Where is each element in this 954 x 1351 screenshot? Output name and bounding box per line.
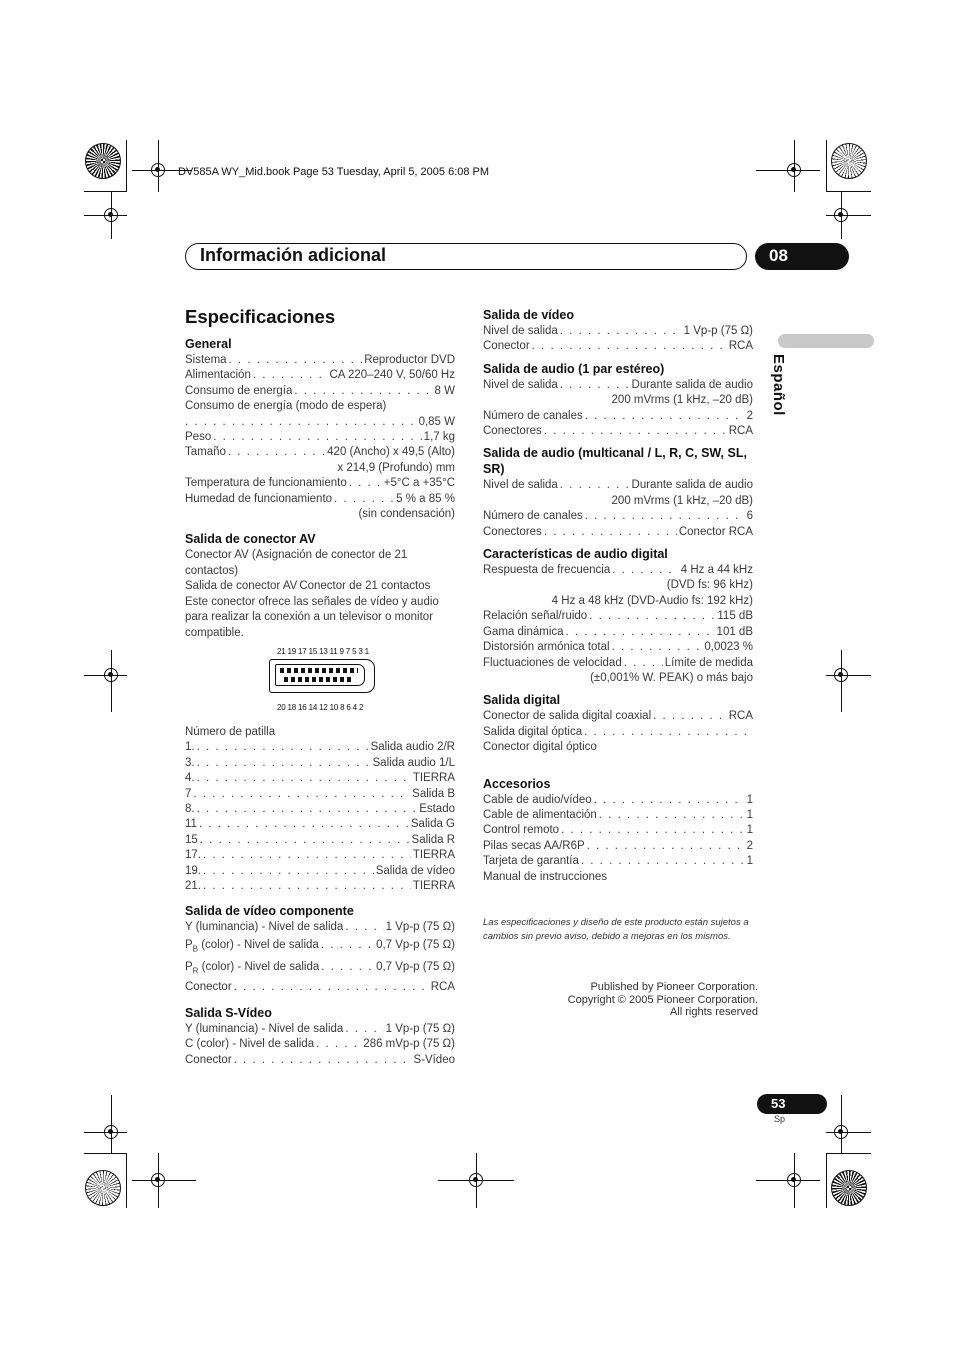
digital-out-heading: Salida digital — [483, 693, 561, 708]
video-heading: Salida de vídeo — [483, 308, 575, 322]
spec-row: Nivel de salida . . . Durante salida de audio — [483, 378, 753, 393]
spec-row: Y (luminancia) - Nivel de salida . . . 1 Vp-p (75 Ω) — [185, 1022, 455, 1037]
spec-row: (±0,001% W. PEAK) o más bajo — [590, 671, 753, 684]
chapter-bar — [185, 243, 747, 270]
spec-text: Manual de instrucciones — [483, 870, 608, 883]
pin-row: 1. . . . Salida audio 2/R — [185, 740, 455, 755]
spec-text: Consumo de energía (modo de espera) — [185, 400, 387, 413]
language-tab — [778, 334, 874, 348]
spec-row: Conectores . . . RCA — [483, 424, 753, 439]
pin-row: 19. . . . Salida de vídeo — [185, 864, 455, 879]
chapter-title: Información adicional — [200, 245, 387, 265]
pin-numbers-bottom: 20 18 16 14 12 10 8 6 4 2 — [277, 702, 364, 712]
spec-row: Y (luminancia) - Nivel de salida . . . 1 Vp-p (75 Ω) — [185, 920, 455, 935]
spec-row: x 214,9 (Profundo) mm — [337, 461, 455, 474]
svideo-heading: Salida S-Vídeo — [185, 1005, 272, 1020]
componente-heading: Salida de vídeo componente — [185, 904, 354, 919]
spec-text: Conector digital óptico — [483, 741, 597, 754]
spec-row: 200 mVrms (1 kHz, –20 dB) — [611, 494, 753, 507]
chapter-number: 08 — [755, 243, 849, 270]
publisher-line: All rights reserved — [669, 1006, 758, 1018]
pin-row: 17. . . . TIERRA — [185, 848, 455, 863]
accessory-row: Tarjeta de garantía . . . 1 — [483, 854, 753, 869]
spec-row: Relación señal/ruido . . . 115 dB — [483, 609, 753, 624]
scart-connector-figure — [185, 647, 455, 717]
section-title: Especificaciones — [185, 306, 336, 327]
spec-row: Tamaño . . . 420 (Ancho) x 49,5 (Alto) — [185, 445, 455, 460]
spec-row: 200 mVrms (1 kHz, –20 dB) — [611, 394, 753, 407]
file-header: DV585A WY_Mid.book Page 53 Tuesday, April 5, 2005 6:08 PM — [178, 166, 490, 178]
av-heading: Salida de conector AV — [185, 532, 316, 547]
spec-row: Alimentación . . . CA 220–240 V, 50/60 Hz — [185, 368, 455, 383]
spec-row: (sin condensación) — [358, 508, 455, 521]
spec-row: Gama dinámica . . . 101 dB — [483, 625, 753, 640]
language-label: Español — [770, 354, 787, 416]
publisher-info — [540, 981, 758, 1019]
pin-row: 4. . . . TIERRA — [185, 771, 455, 786]
spec-row: Fluctuaciones de velocidad . . . Límite de medida — [483, 656, 753, 671]
pin-row: 8. . . . Estado — [185, 802, 455, 817]
spec-row: Humedad de funcionamiento . . . 5 % a 85 % — [185, 492, 455, 507]
accesorios-heading: Accesorios — [483, 776, 551, 791]
pin-row: 15 . . . Salida R — [185, 833, 455, 848]
spec-row: Salida digital óptica . . . — [483, 725, 753, 740]
scart-connector-icon — [269, 659, 375, 693]
page-number: 53 — [757, 1094, 827, 1114]
spec-row: $P_B$ (color) - Nivel de salida . . . 0,7 Vp-p (75 Ω) — [185, 936, 455, 958]
disclaimer-note: Las especificaciones y diseño de este producto están sujetos a cambios sin previo aviso, debido a mejoras en los mismos. — [483, 917, 749, 942]
spec-text: Conector AV (Asignación de conector de 21 contactos) — [185, 549, 408, 577]
spec-row: Distorsión armónica total . . . 0,0023 % — [483, 640, 753, 655]
pin-row: 7 . . . Salida B — [185, 787, 455, 802]
left-column — [185, 336, 455, 1068]
accessory-row: Pilas secas AA/R6P . . . 2 — [483, 839, 753, 854]
spec-row: Conectores . . . Conector RCA — [483, 525, 753, 540]
page-language: Sp — [774, 1114, 786, 1124]
spec-row: Salida de conector AV Conector de 21 contactos — [185, 580, 431, 593]
pin-row: 3. . . . Salida audio 1/L — [185, 756, 455, 771]
sunburst-mark-icon — [85, 143, 121, 179]
spec-row: Número de canales . . . 2 — [483, 409, 753, 424]
spec-row: Sistema . . . Reproductor DVD — [185, 353, 455, 368]
pin-row: 11 . . . Salida G — [185, 817, 455, 832]
right-column — [483, 307, 753, 885]
spec-row: Respuesta de frecuencia . . . 4 Hz a 44 kHz — [483, 563, 753, 578]
sunburst-mark-icon — [831, 1170, 867, 1206]
digital-audio-heading: Características de audio digital — [483, 547, 668, 562]
spec-row: 4 Hz a 48 kHz (DVD-Audio fs: 192 kHz) — [551, 594, 753, 607]
spec-row: Conector . . . RCA — [185, 980, 455, 995]
pin-row: 21. . . . TIERRA — [185, 879, 455, 894]
publisher-line: Copyright © 2005 Pioneer Corporation. — [567, 993, 758, 1006]
audio-stereo-heading: Salida de audio (1 par estéreo) — [483, 361, 665, 376]
spec-row: C (color) - Nivel de salida . . . 286 mVp-p (75 Ω) — [185, 1037, 455, 1052]
accessory-row: Cable de audio/vídeo . . . 1 — [483, 793, 753, 808]
general-heading: General — [185, 337, 232, 351]
sunburst-mark-icon — [85, 1170, 121, 1206]
spec-text: Número de patilla — [185, 725, 276, 738]
spec-row: Conector . . . S-Vídeo — [185, 1053, 455, 1068]
pin-numbers-top: 21 19 17 15 13 11 9 7 5 3 1 — [277, 646, 369, 656]
spec-row: . . . 0,85 W — [185, 415, 455, 430]
spec-row: Nivel de salida . . . Durante salida de audio — [483, 478, 753, 493]
spec-row: $P_R$ (color) - Nivel de salida . . . 0,7 Vp-p (75 Ω) — [185, 958, 455, 980]
accessory-row: Control remoto . . . 1 — [483, 823, 753, 838]
audio-multi-heading: Salida de audio (multicanal / L, R, C, SW, SL, SR) — [483, 446, 747, 477]
spec-row: Consumo de energía . . . 8 W — [185, 384, 455, 399]
accessory-row: Cable de alimentación . . . 1 — [483, 808, 753, 823]
publisher-line: Published by Pioneer Corporation. — [590, 981, 758, 993]
sunburst-mark-icon — [831, 143, 867, 179]
spec-row: Conector de salida digital coaxial . . . RCA — [483, 709, 753, 724]
spec-row: Peso . . . 1,7 kg — [185, 430, 455, 445]
spec-row: Número de canales . . . 6 — [483, 509, 753, 524]
spec-text: Este conector ofrece las señales de vídeo y audio para realizar la conexión a un televisor o monitor compatible. — [185, 595, 439, 639]
spec-row: Conector . . . RCA — [483, 339, 753, 354]
spec-row: (DVD fs: 96 kHz) — [666, 579, 753, 592]
spec-row: Temperatura de funcionamiento . . . +5°C a +35°C — [185, 476, 455, 491]
spec-row: Nivel de salida . . . 1 Vp-p (75 Ω) — [483, 324, 753, 339]
